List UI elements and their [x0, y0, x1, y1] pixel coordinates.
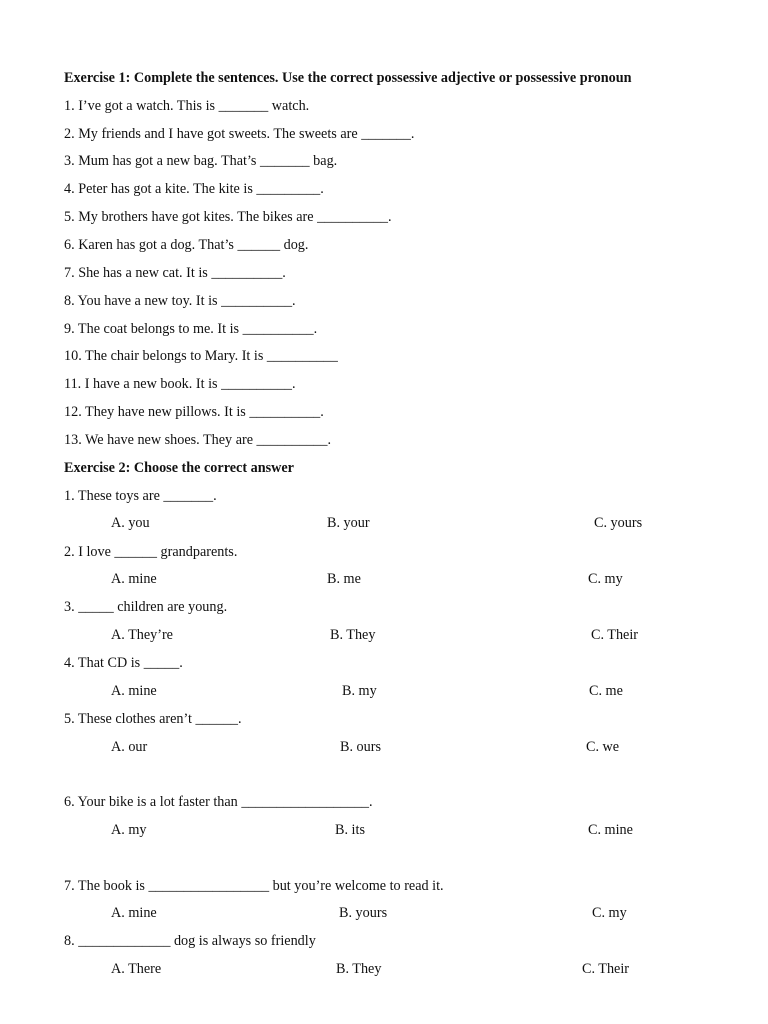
exercise-1-item: 10. The chair belongs to Mary. It is __________	[64, 348, 338, 364]
option-b: B. my	[342, 683, 377, 699]
option-c: C. my	[592, 905, 627, 921]
exercise-1-item: 2. My friends and I have got sweets. The sweets are _______.	[64, 126, 415, 142]
question-text: 5. These clothes aren’t ______.	[64, 711, 242, 727]
question-text: 1. These toys are _______.	[64, 488, 217, 504]
option-b: B. your	[327, 515, 370, 531]
option-c: C. mine	[588, 822, 633, 838]
exercise-1-heading: Exercise 1: Complete the sentences. Use the correct possessive adjective or possessive pronoun	[64, 70, 632, 86]
exercise-1-item: 8. You have a new toy. It is __________.	[64, 293, 296, 309]
option-a: A. There	[111, 961, 162, 977]
option-a: A. They’re	[111, 627, 173, 643]
option-b: B. me	[327, 571, 361, 587]
option-b: B. its	[335, 822, 365, 838]
question-text: 4. That CD is _____.	[64, 655, 183, 671]
option-c: C. me	[589, 683, 623, 699]
option-c: C. yours	[594, 515, 643, 531]
question-text: 8. _____________ dog is always so friendly	[64, 933, 316, 949]
option-b: B. They	[330, 627, 376, 643]
exercise-1-item: 6. Karen has got a dog. That’s ______ dog.	[64, 237, 309, 253]
option-c: C. Their	[591, 627, 639, 643]
question-text: 3. _____ children are young.	[64, 599, 228, 615]
exercise-1-item: 12. They have new pillows. It is __________.	[64, 404, 324, 420]
option-c: C. my	[588, 571, 623, 587]
exercise-1-item: 5. My brothers have got kites. The bikes are __________.	[64, 209, 392, 225]
question-text: 7. The book is _________________ but you’re welcome to read it.	[64, 878, 444, 894]
exercise-1-item: 1. I’ve got a watch. This is _______ watch.	[64, 98, 310, 114]
option-b: B. yours	[339, 905, 388, 921]
exercise-2-heading: Exercise 2: Choose the correct answer	[64, 460, 294, 476]
option-a: A. my	[111, 822, 147, 838]
option-a: A. mine	[111, 905, 157, 921]
option-a: A. our	[111, 739, 148, 755]
exercise-1-item: 13. We have new shoes. They are __________.	[64, 432, 332, 448]
exercise-1-item: 3. Mum has got a new bag. That’s _______ bag.	[64, 153, 338, 169]
option-a: A. mine	[111, 571, 157, 587]
exercise-1-item: 11. I have a new book. It is __________.	[64, 376, 296, 392]
exercise-1-item: 7. She has a new cat. It is __________.	[64, 265, 286, 281]
option-a: A. you	[111, 515, 150, 531]
question-text: 6. Your bike is a lot faster than __________________.	[64, 794, 373, 810]
option-b: B. ours	[340, 739, 381, 755]
question-text: 2. I love ______ grandparents.	[64, 544, 238, 560]
exercise-1-item: 9. The coat belongs to me. It is __________.	[64, 321, 318, 337]
option-c: C. Their	[582, 961, 630, 977]
exercise-1-item: 4. Peter has got a kite. The kite is _________.	[64, 181, 324, 197]
option-c: C. we	[586, 739, 620, 755]
option-b: B. They	[336, 961, 382, 977]
option-a: A. mine	[111, 683, 157, 699]
